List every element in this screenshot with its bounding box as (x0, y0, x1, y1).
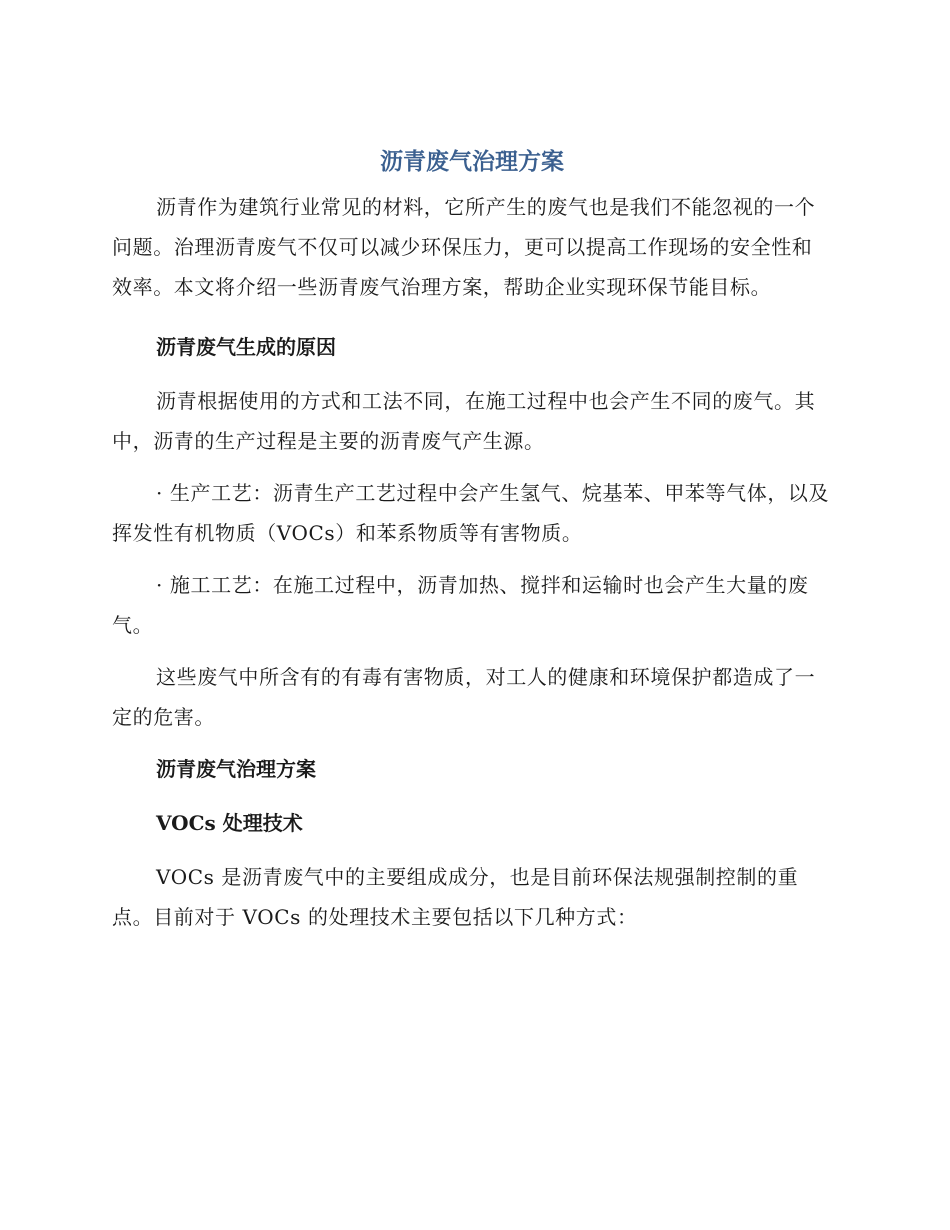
section-heading-causes: 沥青废气生成的原因 (156, 335, 336, 359)
causes-paragraph: 沥青根据使用的方式和工法不同，在施工过程中也会产生不同的废气。其中，沥青的生产过程是主要的沥青废气产生源。 (112, 389, 816, 453)
hazard-paragraph: 这些废气中所含有的有毒有害物质，对工人的健康和环境保护都造成了一定的危害。 (112, 665, 816, 729)
document-page (112, 146, 832, 949)
document-title: 沥青废气治理方案 (380, 149, 564, 175)
vocs-paragraph: VOCs 是沥青废气中的主要组成成分，也是目前环保法规强制控制的重点。目前对于 VOCs 的处理技术主要包括以下几种方式： (112, 865, 799, 929)
section-heading-solutions: 沥青废气治理方案 (156, 757, 316, 781)
intro-paragraph: 沥青作为建筑行业常见的材料，它所产生的废气也是我们不能忽视的一个问题。治理沥青废气不仅可以减少环保压力，更可以提高工作现场的安全性和效率。本文将介绍一些沥青废气治理方案，帮助企业实现环保节能目标。 (112, 195, 816, 299)
bullet-construction-process: · 施工工艺：在施工过程中，沥青加热、搅拌和运输时也会产生大量的废气。 (112, 573, 809, 637)
subheading-vocs: VOCs 处理技术 (156, 811, 303, 835)
bullet-production-process: · 生产工艺：沥青生产工艺过程中会产生氢气、烷基苯、甲苯等气体，以及挥发性有机物质（VOCs）和苯系物质等有害物质。 (112, 481, 830, 545)
